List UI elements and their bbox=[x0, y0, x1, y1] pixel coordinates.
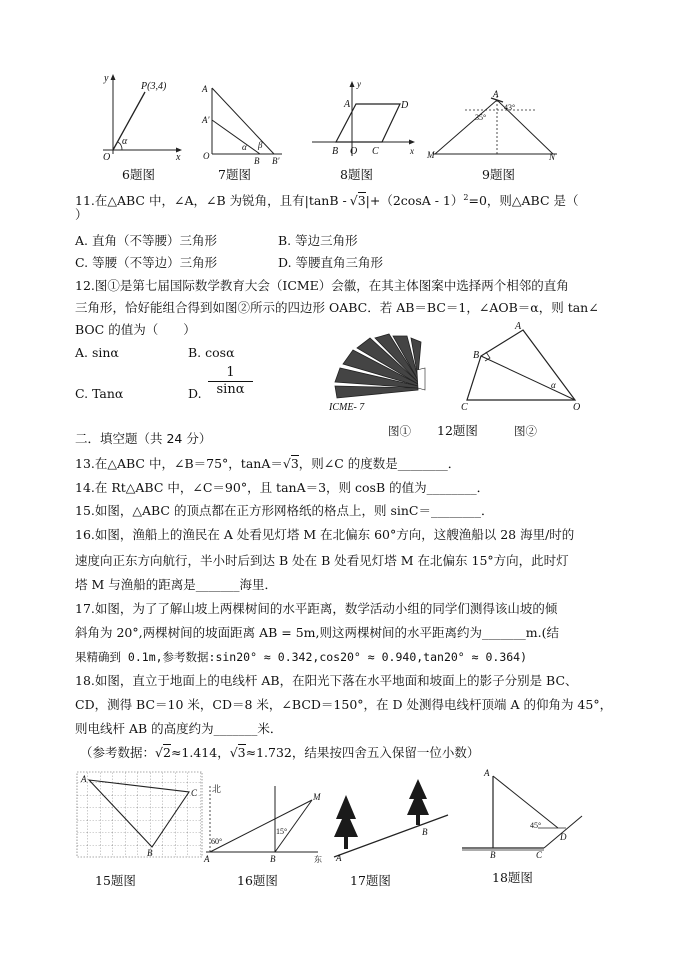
east-label: 东 bbox=[314, 855, 322, 864]
q12-line3: BOC 的值为（ ） bbox=[75, 322, 196, 337]
point-c-label: C bbox=[191, 788, 198, 798]
q18-line3: 则电线杆 AB 的高度约为_______米． bbox=[75, 721, 283, 736]
angle-45-label: 45° bbox=[530, 821, 542, 830]
icme-logo-text: ICME- 7 bbox=[329, 402, 365, 413]
figure-16 bbox=[200, 778, 330, 864]
q14: 14.在 Rt△ABC 中，∠C＝90°，且 tanA＝3，则 cosB 的值为________． bbox=[75, 480, 490, 495]
caption-fig8: 8题图 bbox=[340, 167, 373, 182]
point-b-label: B bbox=[254, 156, 260, 166]
q17-line3: 果精确到 0.1m,参考数据:sin20° ≈ 0.342,cos20° ≈ 0.940,tan20° ≈ 0.364) bbox=[75, 650, 528, 664]
caption-fig6: 6题图 bbox=[122, 167, 155, 182]
point-c-label: C bbox=[461, 402, 468, 413]
q12-line1: 12.图①是第七届国际数学教育大会（ICME）会徽，在其主体图案中选择两个相邻的直角 bbox=[75, 278, 569, 293]
point-n-label: N bbox=[549, 152, 556, 162]
fraction-numerator: 1 bbox=[208, 365, 253, 382]
caption-fig12: 12题图 bbox=[437, 423, 478, 438]
point-a-label: A bbox=[202, 84, 208, 94]
q11-stem-c: =0，则△ABC 是（ bbox=[468, 193, 579, 209]
alpha-label: α bbox=[551, 380, 556, 390]
y-axis-label: y bbox=[357, 79, 361, 89]
point-p-label: P(3,4) bbox=[141, 81, 167, 92]
q11-option-a: A. 直角（不等腰）三角形 bbox=[75, 233, 217, 248]
point-o-label: O bbox=[573, 402, 581, 413]
figure-12-quadrilateral bbox=[455, 318, 590, 413]
q12-line2: 三角形，恰好能组合得到如图②所示的四边形 OABC．若 AB＝BC＝1，∠AOB＝α，则 tan∠ bbox=[75, 300, 599, 315]
point-m-label: M bbox=[313, 792, 321, 802]
sqrt-sign: √2 bbox=[155, 745, 171, 760]
figure-15-grid bbox=[75, 770, 205, 860]
point-b-label: B bbox=[147, 848, 153, 858]
q18-reference-data bbox=[80, 745, 479, 761]
angle-15-label: 15° bbox=[276, 827, 288, 836]
tree-b-icon bbox=[407, 779, 429, 825]
origin-label: O bbox=[203, 151, 210, 161]
ref-text-b: ≈1.414， bbox=[170, 745, 230, 760]
sqrt-radicand: 3 bbox=[357, 193, 366, 209]
north-label: 北 bbox=[212, 784, 222, 794]
q13 bbox=[75, 456, 460, 472]
alpha-label: α bbox=[122, 136, 128, 147]
point-b-label: B bbox=[332, 146, 339, 157]
section-fill-in-title: 二．填空题（共 24 分） bbox=[75, 431, 212, 446]
point-b-label: B bbox=[490, 850, 496, 860]
point-b-label: B bbox=[270, 854, 276, 864]
q15: 15.如图，△ABC 的顶点都在正方形网格纸的格点上，则 sinC＝________． bbox=[75, 503, 494, 518]
point-c-label: C bbox=[536, 850, 543, 860]
q12-option-a: A. sinα bbox=[75, 345, 119, 360]
caption-fig17: 17题图 bbox=[350, 873, 391, 888]
origin-label: O bbox=[103, 152, 111, 163]
figure-18 bbox=[458, 768, 588, 858]
angle-35-label: 35° bbox=[475, 113, 487, 122]
point-c-label: C bbox=[372, 146, 379, 157]
figure-8 bbox=[310, 78, 420, 160]
caption-fig12-b: 图② bbox=[514, 424, 537, 438]
q12-option-d-fraction bbox=[208, 365, 253, 397]
caption-fig9: 9题图 bbox=[482, 167, 515, 182]
q18-line2: CD，测得 BC＝10 米，CD＝8 米，∠BCD＝150°，在 D 处测得电线杆顶端 A 的仰角为 45°， bbox=[75, 697, 613, 712]
sqrt-sign: √3 bbox=[349, 193, 366, 209]
tree-a-icon bbox=[334, 795, 358, 849]
q11-option-b: B. 等边三角形 bbox=[278, 233, 358, 248]
point-m-label: M bbox=[427, 150, 435, 160]
caption-fig7: 7题图 bbox=[218, 167, 251, 182]
x-axis-label: x bbox=[410, 146, 414, 156]
q11-option-d: D. 等腰直角三角形 bbox=[278, 255, 384, 270]
figure-17 bbox=[330, 775, 455, 865]
q11-exponent: 2 bbox=[463, 193, 469, 202]
q11-stem-a: 11.在△ABC 中，∠A，∠B 为锐角，且有|tanB - bbox=[75, 193, 347, 209]
point-a-label: A bbox=[344, 99, 351, 110]
y-axis-label: y bbox=[104, 73, 109, 84]
figure-9 bbox=[425, 88, 565, 162]
sqrt-radicand: 3 bbox=[290, 456, 299, 471]
x-axis-label: x bbox=[176, 152, 181, 163]
q18-line1: 18.如图，直立于地面上的电线杆 AB，在阳光下落在水平地面和坡面上的影子分别是 BC、 bbox=[75, 673, 578, 688]
point-d-label: D bbox=[401, 100, 409, 111]
q17-line2: 斜角为 20°,两棵树间的坡面距离 AB = 5m,则这两棵树间的水平距离约为_______m.(结 bbox=[75, 625, 559, 640]
beta-label: β bbox=[258, 140, 263, 150]
q17-line1: 17.如图，为了了解山坡上两棵树间的水平距离，数学活动小组的同学们测得该山坡的倾 bbox=[75, 601, 558, 616]
q12-option-d-prefix: D. bbox=[188, 386, 202, 401]
q16-line3: 塔 M 与渔船的距离是_______海里． bbox=[75, 577, 277, 592]
point-a-label: A bbox=[204, 854, 210, 864]
ref-text-c: ≈1.732，结果按四舍五入保留一位小数） bbox=[245, 745, 480, 760]
caption-fig15: 15题图 bbox=[95, 873, 136, 888]
point-b-label: B bbox=[473, 350, 480, 361]
q13-text-b: ，则∠C 的度数是________． bbox=[298, 456, 461, 471]
angle-60-label: 60° bbox=[211, 837, 223, 846]
point-a-label: A bbox=[515, 321, 522, 332]
point-a-label: A bbox=[493, 89, 499, 99]
point-d-label: D bbox=[560, 832, 567, 842]
q16-line1: 16.如图，渔船上的渔民在 A 处看见灯塔 M 在北偏东 60°方向，这艘渔船以 28 海里/时的 bbox=[75, 527, 575, 542]
point-b-prime-label: B' bbox=[272, 156, 280, 166]
sqrt-radicand: 3 bbox=[237, 745, 246, 760]
alpha-label: α bbox=[242, 142, 247, 152]
point-b-label: B bbox=[422, 827, 428, 837]
caption-fig12-a: 图① bbox=[388, 424, 411, 438]
figure-12-icme-logo bbox=[325, 328, 435, 418]
point-a-label: A bbox=[336, 853, 342, 863]
q11-stem bbox=[75, 190, 579, 209]
q11-stem-b: |+（2cosA - 1） bbox=[365, 193, 464, 209]
origin-label: O bbox=[350, 146, 358, 157]
figure-7 bbox=[198, 80, 288, 166]
caption-fig18: 18题图 bbox=[492, 870, 533, 885]
q16-line2: 速度向正东方向航行，半小时后到达 B 处在 B 处看见灯塔 M 在北偏东 15°方向，此时灯 bbox=[75, 553, 569, 568]
q11-stem-end: ） bbox=[75, 207, 88, 222]
sqrt-sign: √3 bbox=[282, 456, 299, 471]
fraction-denominator: sinα bbox=[216, 382, 245, 397]
q12-option-c: C. Tanα bbox=[75, 386, 124, 401]
ref-text-a: （参考数据： bbox=[80, 745, 156, 760]
q13-text-a: 13.在△ABC 中，∠B＝75°，tanA＝ bbox=[75, 456, 283, 471]
q11-option-c: C. 等腰（不等边）三角形 bbox=[75, 255, 218, 270]
point-a-label: A bbox=[81, 774, 87, 784]
point-a-prime-label: A' bbox=[202, 115, 210, 125]
point-a-label: A bbox=[484, 768, 490, 778]
angle-43-label: 43° bbox=[504, 103, 516, 112]
figure-6 bbox=[95, 72, 185, 162]
sqrt-radicand: 2 bbox=[162, 745, 171, 760]
caption-fig16: 16题图 bbox=[237, 873, 278, 888]
q12-option-b: B. cosα bbox=[188, 345, 235, 360]
sqrt-sign: √3 bbox=[229, 745, 246, 760]
